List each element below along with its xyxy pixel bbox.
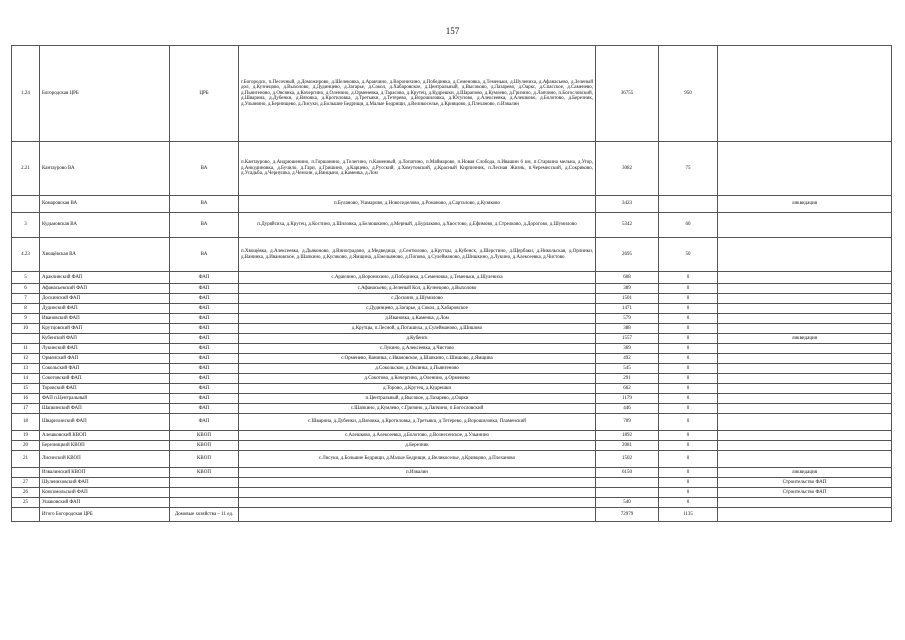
population (596, 488, 659, 498)
table-row (12, 238, 892, 272)
table-row (12, 334, 892, 344)
children-count: 1135 (659, 508, 718, 522)
served-settlements: д.Торово, д.Крутец, д.Кудрешки (239, 384, 596, 394)
note (718, 441, 892, 451)
served-settlements: с.Дудинцево, д.Загарье, д.Сокол, д.Хабаровское (239, 304, 596, 314)
served-settlements: с.Шапкино, д.Кумлево, с.Гризино, д.Лапчино, п.Богословский (239, 404, 596, 414)
children-count: 0 (659, 394, 718, 404)
note (718, 304, 892, 314)
facility-type: ВА (170, 213, 239, 238)
facility-name: Богородская ЦРБ (40, 46, 170, 142)
note (718, 46, 892, 142)
served-settlements: г.Богородск, п.Песочный, д.Доможирово, д.Шелековка, д.Аракчино, д.Воронихино, д.Побединка, д.Семеновка, д.Теменьки, д.Шулениха, д.Афанасьево, д.Зеленый дол, д.Кузнецово, д.Выхолово, д.Дудинцево, д.Загарье, д.Сокол, д.Хабаровское, д.Центральный, д.Высоково, д.Лазарево, д.Оаркс, д.Спасское, д.Саменево, д.Пьянгеново, д.Овсянка, д.Кочергино, д.Оленино, д.Орменевка, д.Тарасово, д.Крутец, д.Кудрешки, д.Шарапово, д.Кумлево, д.Гризино, д.Лапчино, п.Богословский, д.Шварина, д.Дубенки, д.Вязовка, д.Кротиловка, д.Третьяки, д.Тетерево, д.Ворошиловка, д.Юсупово, д.Алексеевка, д.Алешково, д.Болотово, д.Березник, д.Ульянино, д.Бернищево, д.Лисуки, д.Большие Бедрищи, д.Малые Бедрищи, д.Великоселье, д.Кривцово, д.Плеханово, п.Извалин (239, 46, 596, 142)
table-row (12, 142, 892, 196)
note (718, 374, 892, 384)
children-count (659, 196, 718, 213)
population: 446 (596, 404, 659, 414)
facility-type: ФАП (170, 364, 239, 374)
facility-type: КВОП (170, 451, 239, 468)
note (718, 284, 892, 294)
note (718, 213, 892, 238)
row-number: 27 (12, 478, 40, 488)
row-number: 10 (12, 324, 40, 334)
children-count: 0 (659, 478, 718, 488)
served-settlements (239, 508, 596, 522)
facility-type (170, 478, 239, 488)
table-row (12, 344, 892, 354)
table-row (12, 213, 892, 238)
facility-type: Домовые хозяйства – 11 ед. (170, 508, 239, 522)
children-count: 0 (659, 294, 718, 304)
facility-name: ФАП п.Центральный (40, 394, 170, 404)
facility-type (170, 488, 239, 498)
table-row (12, 394, 892, 404)
served-settlements: п.Извалин (239, 468, 596, 478)
children-count: 0 (659, 384, 718, 394)
population: 1471 (596, 304, 659, 314)
facility-name: Шапкинский ФАП (40, 404, 170, 414)
children-count: 0 (659, 284, 718, 294)
served-settlements: п.Хвощёвка, д.Алексеевка, д.Дьяконово, д.Виноградово, д.Медведица, д.Сентюлово, д.Крутцы, д.Кубенск, д.Шерстино, д.Щербаки, д.Никольская, д.Орлинки, д.Ванинка, д.Ивановское, д.Шапкино, д.Кусиково, д.Ямщина, д.Емельяново, д.Попово, д.Сулейманово, д.Шишкино, д.Лукино, д.Алексеевка, д.Чистово (239, 238, 596, 272)
children-count: 0 (659, 451, 718, 468)
facility-name: Кудьмовская ВА (40, 213, 170, 238)
facility-name: Лисинский КВОП (40, 451, 170, 468)
facility-type: КВОП (170, 468, 239, 478)
facility-name: Шулениховский ФАП (40, 478, 170, 488)
table-row (12, 468, 892, 478)
children-count: 75 (659, 142, 718, 196)
table-body (12, 46, 892, 522)
table-row (12, 46, 892, 142)
facility-type: ФАП (170, 314, 239, 324)
population: 5342 (596, 213, 659, 238)
children-count: 950 (659, 46, 718, 142)
note: Строительство ФАП (718, 478, 892, 488)
population: 1179 (596, 394, 659, 404)
row-number: 26 (12, 488, 40, 498)
population: 2695 (596, 238, 659, 272)
facility-type: ФАП (170, 304, 239, 314)
facility-type: ВА (170, 238, 239, 272)
facility-type: ФАП (170, 294, 239, 304)
children-count: 0 (659, 364, 718, 374)
facility-type: ФАП (170, 384, 239, 394)
note (718, 142, 892, 196)
children-count: 0 (659, 344, 718, 354)
facility-name: Алешковский КВОП (40, 431, 170, 441)
population: 579 (596, 314, 659, 324)
row-number: 12 (12, 354, 40, 364)
facility-name: Кубенский ФАП (40, 334, 170, 344)
served-settlements: с.Лисуки, д.Большие Бедрищи, д.Малые Бедрищи, д.Великоселье, д.Кривцово, д.Плеханово (239, 451, 596, 468)
row-number (12, 334, 40, 344)
row-number: 3 (12, 213, 40, 238)
facility-name: Комаровская ВА (40, 196, 170, 213)
served-settlements: д.Березник (239, 441, 596, 451)
population: 6150 (596, 468, 659, 478)
children-count: 0 (659, 468, 718, 478)
note (718, 431, 892, 441)
facility-name: Хвощёвская ВА (40, 238, 170, 272)
children-count: 0 (659, 304, 718, 314)
note (718, 364, 892, 374)
row-number: 6 (12, 284, 40, 294)
facility-type: ФАП (170, 324, 239, 334)
served-settlements: д.Ивановка, д.Каменка, д.Лом (239, 314, 596, 324)
row-number: 11 (12, 344, 40, 354)
population: 2081 (596, 441, 659, 451)
row-number: 5 (12, 272, 40, 284)
facility-name: Ивановский ФАП (40, 314, 170, 324)
population: 492 (596, 354, 659, 364)
note (718, 451, 892, 468)
table-row (12, 478, 892, 488)
table-row (12, 284, 892, 294)
children-count: 0 (659, 314, 718, 324)
children-count: 0 (659, 334, 718, 344)
note: ликвидация (718, 196, 892, 213)
children-count: 0 (659, 404, 718, 414)
facility-type: ФАП (170, 344, 239, 354)
population: 389 (596, 284, 659, 294)
population: 72979 (596, 508, 659, 522)
population: 540 (596, 498, 659, 508)
table-row (12, 404, 892, 414)
population: 388 (596, 324, 659, 334)
facility-name: Шварихинский ФАП (40, 414, 170, 431)
served-settlements: д.Сокольское, д.Овсянка, д.Пьянгеново (239, 364, 596, 374)
children-count: 0 (659, 498, 718, 508)
facility-type: ФАП (170, 374, 239, 384)
table-row (12, 272, 892, 284)
children-count: 60 (659, 213, 718, 238)
served-settlements: п.Центральный, д.Высокое, д.Лазарево, д.Оарки (239, 394, 596, 404)
note (718, 404, 892, 414)
table-row (12, 508, 892, 522)
row-number: 9 (12, 314, 40, 324)
table-row (12, 314, 892, 324)
served-settlements: д.Сокотово, д.Кочергино, д.Оленино, д.Орменево (239, 374, 596, 384)
facility-name: Извалинский КВОП (40, 468, 170, 478)
row-number (12, 196, 40, 213)
note (718, 508, 892, 522)
served-settlements: д.Крутцы, п.Лесной, д.Поташиха, д.Сулейманово, д.Шишово (239, 324, 596, 334)
population: 291 (596, 374, 659, 384)
children-count: 0 (659, 374, 718, 384)
facility-type: ЦРБ (170, 46, 239, 142)
population: 1557 (596, 334, 659, 344)
served-settlements: п.Дуряйсиха, д.Крутец, д.Костино, д.Шиловка, д.Белюшкино, д.Мерный, д.Бурлаково, д.Хвостово, д.Ефимово, д.Стрелково, д.Дорогово, д.Шумилово (239, 213, 596, 238)
population: 369 (596, 344, 659, 354)
population: 709 (596, 414, 659, 431)
row-number: 8 (12, 304, 40, 314)
facility-name: Сокольский ФАП (40, 364, 170, 374)
note: ликвидация (718, 468, 892, 478)
row-number: 20 (12, 441, 40, 451)
population (596, 478, 659, 488)
row-number: 7 (12, 294, 40, 304)
table-row (12, 498, 892, 508)
children-count: 0 (659, 441, 718, 451)
served-settlements: с.Афанасьево, д.Зеленый Кол, д.Кузнецово, д.Выхолово (239, 284, 596, 294)
facility-type: ФАП (170, 334, 239, 344)
served-settlements (239, 478, 596, 488)
table-row (12, 324, 892, 334)
table-row (12, 304, 892, 314)
facility-name: Доскинский ФАП (40, 294, 170, 304)
facility-type: ФАП (170, 394, 239, 404)
table-row (12, 364, 892, 374)
served-settlements: с.Алешково, д.Алексеевка, д.Болотово, д.Вознесенское, д.Ульянино (239, 431, 596, 441)
facility-name: Афанасьевский ФАП (40, 284, 170, 294)
row-number: 4.23 (12, 238, 40, 272)
note (718, 272, 892, 284)
row-number: 2.21 (12, 142, 40, 196)
facility-name: Крутцовский ФАП (40, 324, 170, 334)
population: 1892 (596, 431, 659, 441)
served-settlements: д.Кубенск (239, 334, 596, 344)
facility-name: Кантаурово ВА (40, 142, 170, 196)
row-number: 17 (12, 404, 40, 414)
facility-name: Аракчинский ФАП (40, 272, 170, 284)
served-settlements: с.Шварина, д.Дубенки, д.Вязовка, д.Кротиловка, д.Третьяки, д.Тетерево, д.Ворошиловка, Пламенский (239, 414, 596, 431)
note (718, 414, 892, 431)
table-row (12, 294, 892, 304)
row-number: 18 (12, 414, 40, 431)
note (718, 354, 892, 364)
facility-type: ВА (170, 196, 239, 213)
population: 3082 (596, 142, 659, 196)
note: Строительство ФАП (718, 488, 892, 498)
note (718, 394, 892, 404)
children-count: 50 (659, 238, 718, 272)
note (718, 238, 892, 272)
row-number (12, 508, 40, 522)
facility-type: ФАП (170, 414, 239, 431)
population: 545 (596, 364, 659, 374)
table-row (12, 196, 892, 213)
facility-name: Торовский ФАП (40, 384, 170, 394)
children-count: 0 (659, 324, 718, 334)
table-row (12, 414, 892, 431)
note (718, 294, 892, 304)
table-row (12, 354, 892, 364)
note: ликвидация (718, 334, 892, 344)
facility-name: Ушаковский ФАП (40, 498, 170, 508)
served-settlements: с.Орменево, Ванинка, с.Ивановское, д.Шапкино, с.Шишово, д.Ямщина (239, 354, 596, 364)
row-number: 19 (12, 431, 40, 441)
served-settlements: п.Буланово, Ушмарово, д.Новосиделово, д.Романово, д.Сарталово, д.Кузяково (239, 196, 596, 213)
facility-name: Комсомольский ФАП (40, 488, 170, 498)
row-number: 14 (12, 374, 40, 384)
population: 36755 (596, 46, 659, 142)
served-settlements: с.Аракчино, д.Воронихино, д.Побединка, д.Семеновка, д.Теменьки, д.Шулениха (239, 272, 596, 284)
children-count: 0 (659, 431, 718, 441)
facility-type: ВА (170, 142, 239, 196)
facility-type: ФАП (170, 272, 239, 284)
facility-name: Орменский ФАП (40, 354, 170, 364)
row-number: 16 (12, 394, 40, 404)
note (718, 344, 892, 354)
children-count: 0 (659, 414, 718, 431)
facility-type (170, 498, 239, 508)
note (718, 314, 892, 324)
facility-name: Сокотовский ФАП (40, 374, 170, 384)
row-number: 13 (12, 364, 40, 374)
note (718, 384, 892, 394)
facility-name: Итого Богородская ЦРБ (40, 508, 170, 522)
served-settlements: с.Лукино, д.Алексеевка, д.Чистово (239, 344, 596, 354)
population: 1502 (596, 451, 659, 468)
note (718, 498, 892, 508)
table-row (12, 374, 892, 384)
facility-type: ФАП (170, 284, 239, 294)
facility-name: Березницкий КВОП (40, 441, 170, 451)
facility-name: Лукинский ФАП (40, 344, 170, 354)
facilities-table (11, 45, 892, 522)
facility-type: ФАП (170, 354, 239, 364)
row-number: 1.24 (12, 46, 40, 142)
row-number (12, 468, 40, 478)
table-row (12, 384, 892, 394)
facility-type: КВОП (170, 441, 239, 451)
population: 662 (596, 384, 659, 394)
table-row (12, 441, 892, 451)
table-row (12, 431, 892, 441)
served-settlements (239, 498, 596, 508)
row-number: 15 (12, 384, 40, 394)
children-count: 0 (659, 488, 718, 498)
population: 608 (596, 272, 659, 284)
population: 1501 (596, 294, 659, 304)
facility-type: КВОП (170, 431, 239, 441)
served-settlements: п.Кантаурово, д.Андрюшенино, п.Горшанино, д.Телегино, п.Каменный, д.Лопатино, п.Маймарово, п.Новая Слобода, п.Ивашин 6 км, п.Старкина мельна, д.Угор, д.Анкудиновка, д.Бучило, д.Гари, д.Гришино, д.Карцево, д.Русский, д.Хомутовский, д.Красный Кирпичник, п.Лесная Жизнь, п.Черемисский, д.Сокриково, д.Усадьба, д.Чернушка, д.Чемхин, д.Ванцыно, д.Каменка, д.Лом (239, 142, 596, 196)
children-count: 0 (659, 272, 718, 284)
facility-type: ФАП (170, 404, 239, 414)
table-row (12, 451, 892, 468)
row-number: 21 (12, 451, 40, 468)
note (718, 324, 892, 334)
table-row (12, 488, 892, 498)
children-count: 0 (659, 354, 718, 364)
row-number: 25 (12, 498, 40, 508)
facility-name: Дудинский ФАП (40, 304, 170, 314)
served-settlements (239, 488, 596, 498)
served-settlements: с.Доскино, д.Шумилово (239, 294, 596, 304)
page-number: 157 (445, 26, 460, 36)
population: 3423 (596, 196, 659, 213)
